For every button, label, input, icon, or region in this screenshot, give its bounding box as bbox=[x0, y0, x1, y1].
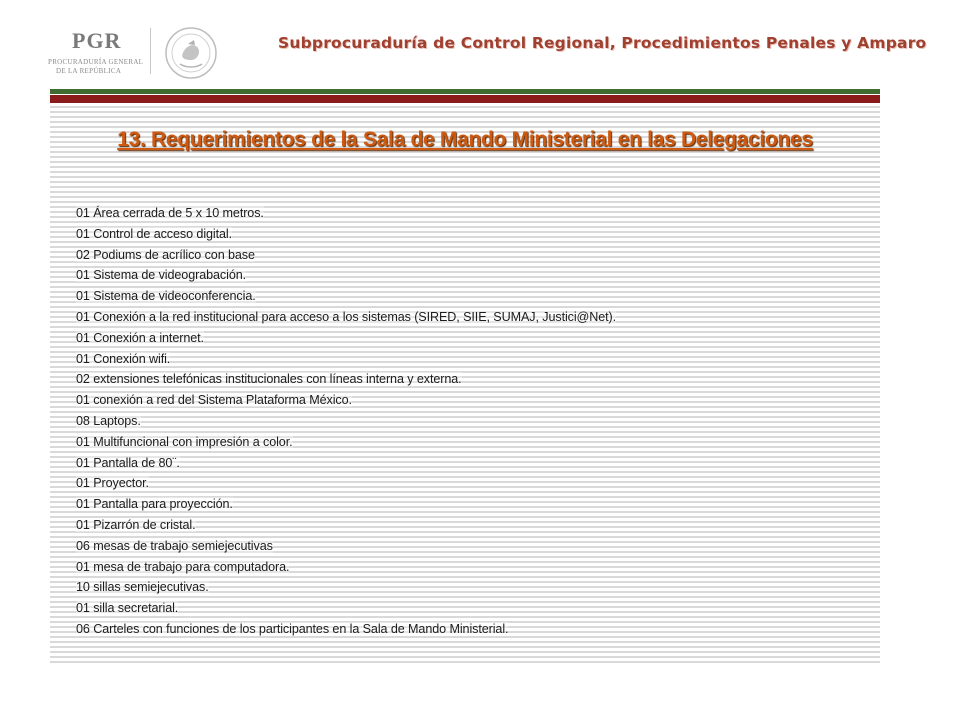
header bbox=[0, 0, 960, 90]
requirements-list bbox=[76, 203, 616, 640]
pgr-logo-subtext-line2: DE LA REPÚBLICA bbox=[56, 67, 122, 75]
list-item: 08 Laptops. bbox=[76, 413, 141, 428]
list-item: 01 Pantalla para proyección. bbox=[76, 497, 233, 512]
list-item: 01 mesa de trabajo para computadora. bbox=[76, 559, 290, 574]
list-item: 10 sillas semiejecutivas. bbox=[76, 580, 209, 595]
subtitle: Subprocuraduría de Control Regional, Procedimientos Penales y Amparo bbox=[278, 34, 927, 52]
pgr-logo-subtext-line1: PROCURADURÍA GENERAL bbox=[48, 58, 144, 66]
list-item: 02 extensiones telefónicas institucionales con líneas interna y externa. bbox=[76, 372, 462, 387]
seal-icon bbox=[164, 26, 218, 80]
list-item: 01 Multifuncional con impresión a color. bbox=[76, 434, 293, 449]
list-item: 02 Podiums de acrílico con base bbox=[76, 247, 255, 262]
list-item: 01 Pizarrón de cristal. bbox=[76, 517, 196, 532]
pgr-logo-subtext bbox=[48, 58, 143, 76]
list-item: 01 Sistema de videograbación. bbox=[76, 268, 247, 283]
list-item: 01 Conexión a internet. bbox=[76, 330, 204, 345]
list-item: 01 Conexión wifi. bbox=[76, 351, 171, 366]
logo-divider bbox=[150, 28, 151, 74]
page-title: 13. Requerimientos de la Sala de Mando Ministerial en las Delegaciones bbox=[117, 128, 813, 151]
header-green-bar bbox=[50, 89, 880, 94]
list-item: 06 mesas de trabajo semiejecutivas bbox=[76, 538, 273, 553]
list-item: 01 Conexión a la red institucional para acceso a los sistemas (SIRED, SIIE, SUMAJ, Justici@Net). bbox=[76, 309, 617, 324]
pgr-logo-text: PGR bbox=[72, 28, 122, 53]
list-item: 01 Pantalla de 80¨. bbox=[76, 455, 180, 470]
header-red-bar bbox=[50, 95, 880, 103]
list-item: 01 Área cerrada de 5 x 10 metros. bbox=[76, 206, 264, 220]
list-item: 01 silla secretarial. bbox=[76, 601, 179, 616]
list-item: 01 Control de acceso digital. bbox=[76, 226, 233, 241]
list-item: 01 Sistema de videoconferencia. bbox=[76, 289, 256, 304]
list-item: 01 Proyector. bbox=[76, 476, 149, 491]
list-item: 06 Carteles con funciones de los participantes en la Sala de Mando Ministerial. bbox=[76, 621, 509, 636]
list-item: 01 conexión a red del Sistema Plataforma México. bbox=[76, 393, 352, 408]
